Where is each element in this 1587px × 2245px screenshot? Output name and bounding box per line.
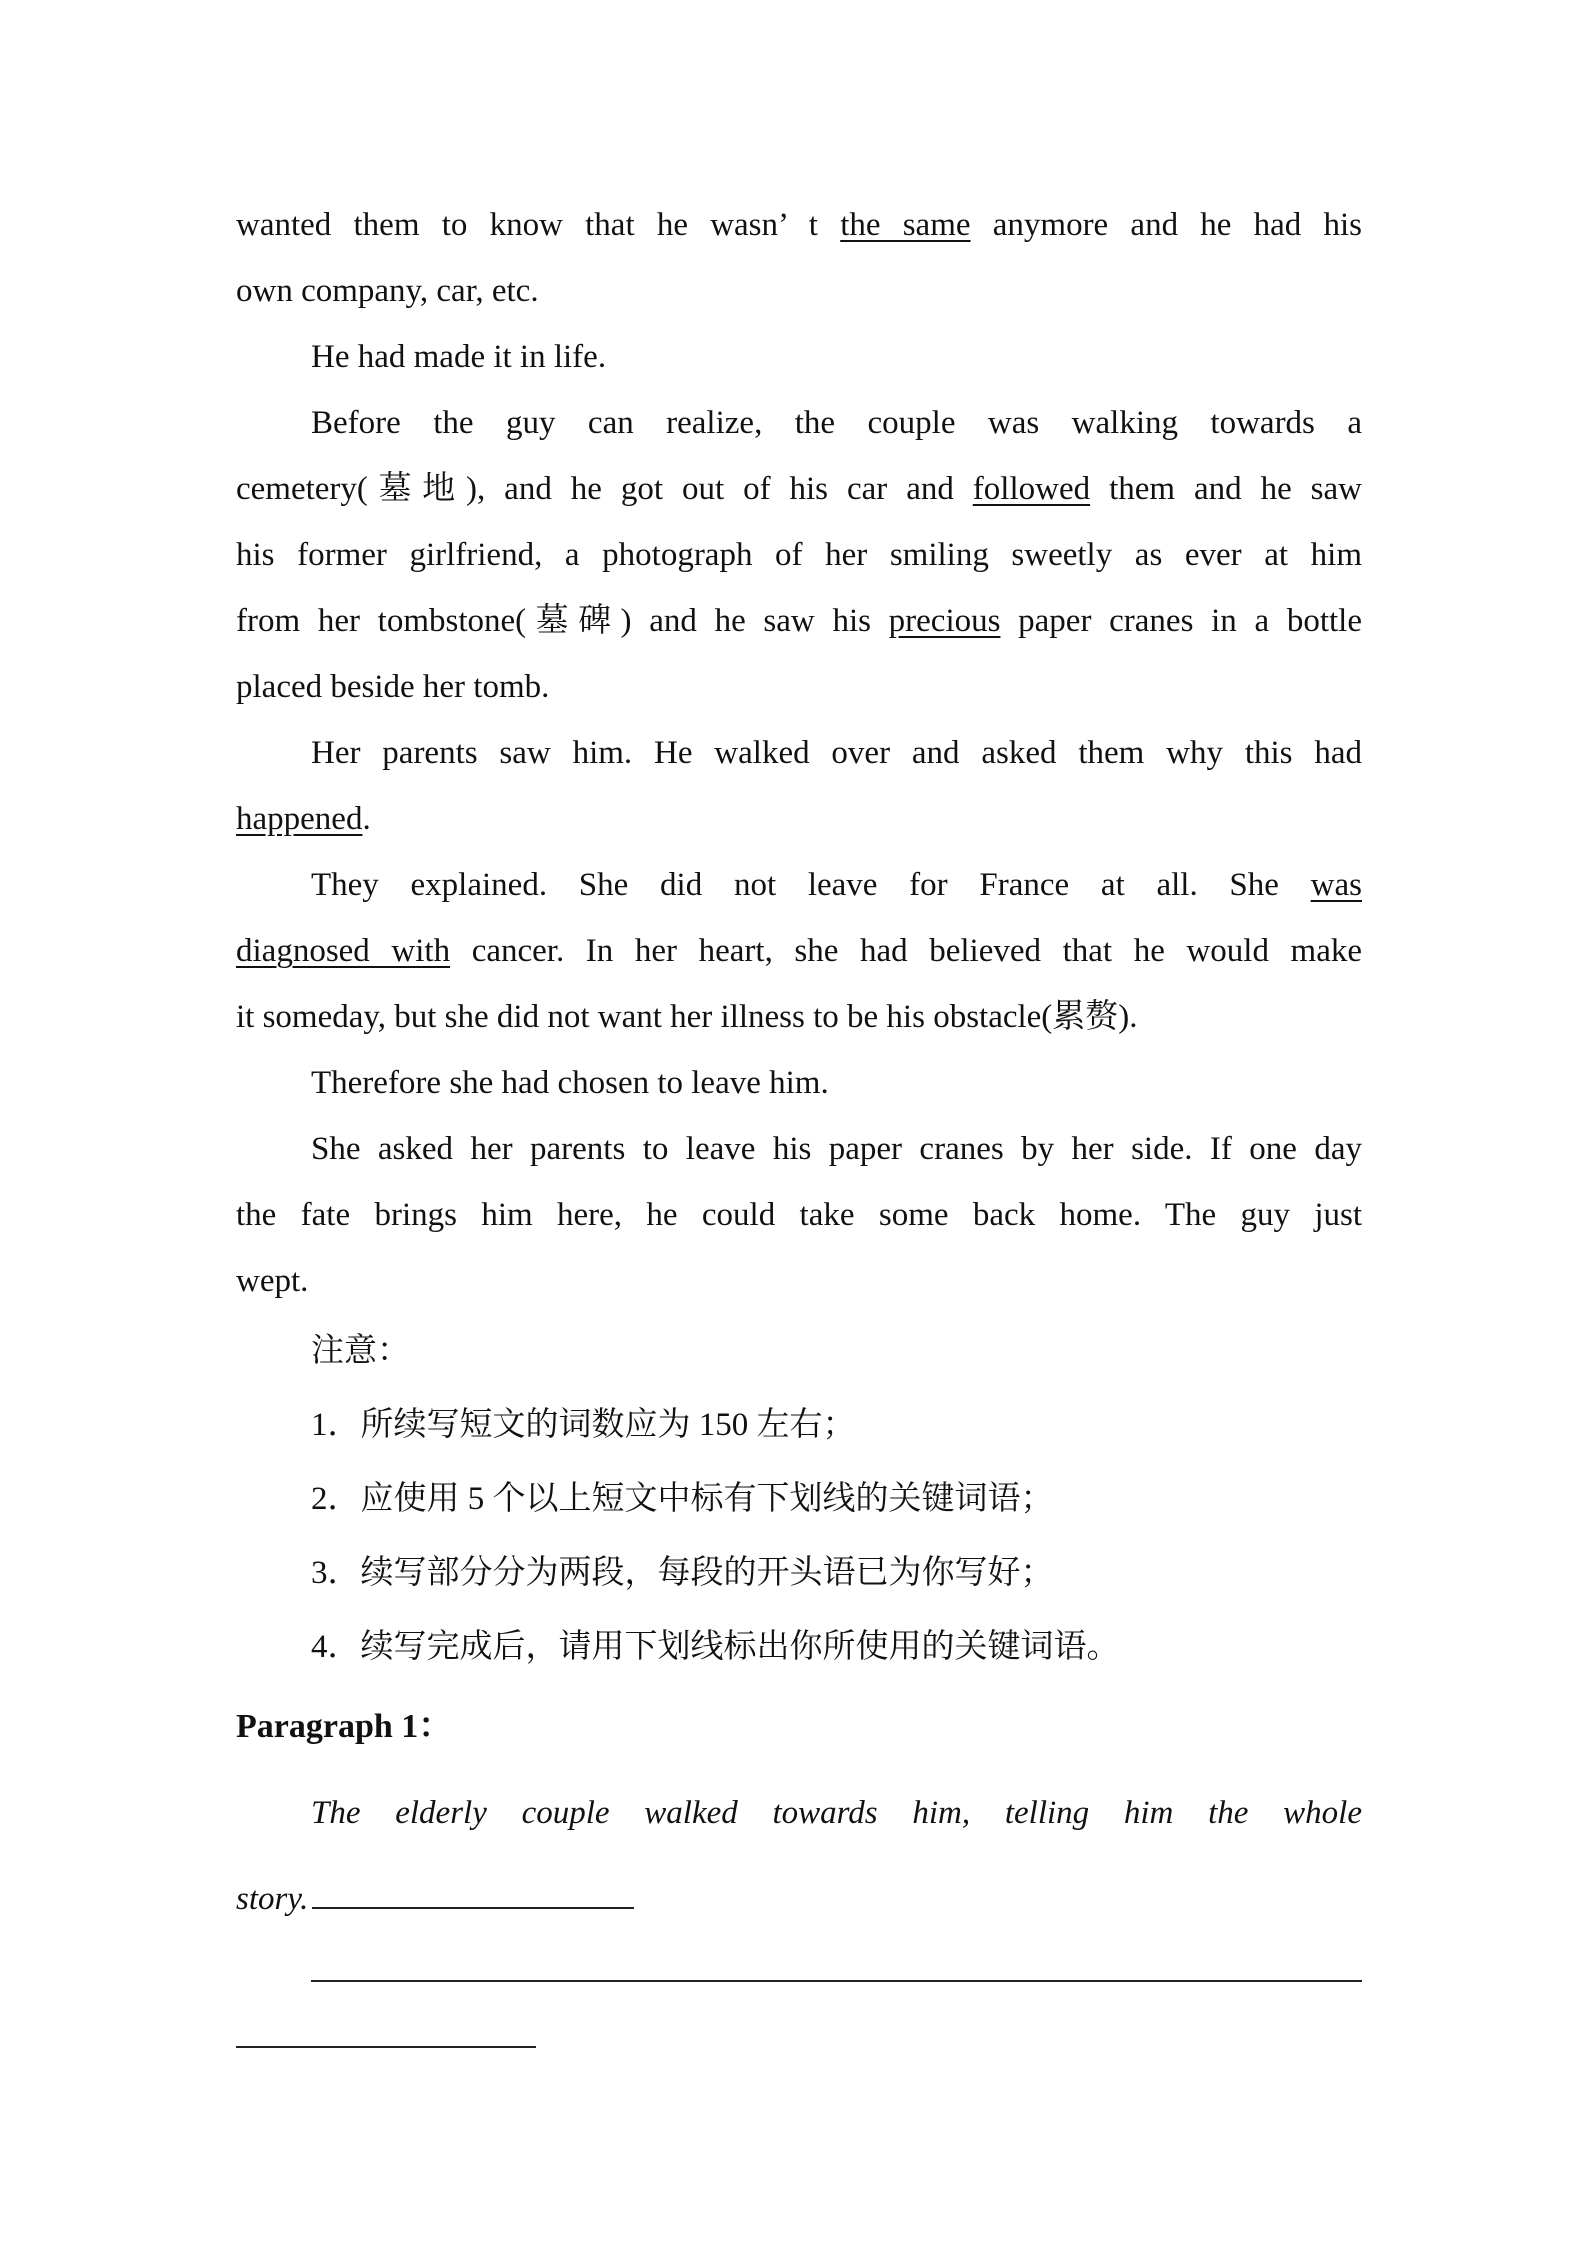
text: cemetery(墓地), and he got out of his car and (236, 471, 954, 507)
story-line: She asked her parents to leave his paper cranes by her side. If one day (311, 1131, 1362, 1167)
page-content (236, 192, 1362, 2072)
story-line: wept. (236, 1263, 309, 1299)
writing-rule[interactable] (236, 2046, 536, 2048)
writing-area[interactable] (236, 1942, 1362, 2072)
story-line (236, 456, 1362, 522)
story-line (236, 192, 1362, 258)
key-phrase-precious: precious (888, 603, 1001, 639)
text: They explained. She did not leave for France at all. She (311, 867, 1279, 903)
story-line: his former girlfriend, a photograph of her smiling sweetly as ever at him (236, 537, 1362, 573)
story-paragraph: He had made it in life. (311, 339, 607, 375)
text: . (362, 801, 371, 837)
opening-sentence: The elderly couple walked towards him, telling him the whole (311, 1795, 1362, 1831)
text: ’ t (778, 207, 818, 243)
note-item: 4．续写完成后，请用下划线标出你所使用的关键词语。 (311, 1629, 1120, 1665)
text: paper cranes in a bottle (1018, 603, 1362, 639)
text: cancer. In her heart, she had believed that he would make (471, 933, 1363, 969)
opening-sentence-end (236, 1856, 1362, 1942)
paragraph-heading: Paragraph 1： (236, 1708, 453, 1745)
text: from her tombstone(墓碑) and he saw his (236, 603, 871, 639)
note-item: 1．所续写短文的词数应为 150 左右； (311, 1407, 856, 1443)
story-line (236, 786, 1362, 852)
note-item: 2．应使用 5 个以上短文中标有下划线的关键词语； (311, 1481, 1054, 1517)
key-phrase-the-same: the same (840, 207, 971, 243)
writing-blank[interactable] (312, 1879, 634, 1909)
key-phrase-diagnosed-with: diagnosed with (236, 933, 451, 969)
note-item: 3．续写部分分为两段，每段的开头语已为你写好； (311, 1555, 1054, 1591)
key-phrase-followed: followed (972, 471, 1091, 507)
text: story. (236, 1881, 309, 1917)
notes-section (236, 1314, 1362, 1684)
story-line (236, 588, 1362, 654)
story-paragraph: Therefore she had chosen to leave him. (311, 1065, 829, 1101)
story-line (236, 852, 1362, 918)
notes-heading: 注意： (311, 1333, 410, 1369)
story-line: the fate brings him here, he could take some back home. The guy just (236, 1197, 1362, 1233)
writing-rule[interactable] (311, 1980, 1362, 1982)
story-line (236, 918, 1362, 984)
key-phrase-happened: happened (236, 801, 363, 837)
story-line: Before the guy can realize, the couple was walking towards a (311, 405, 1362, 441)
story-line: it someday, but she did not want her illness to be his obstacle(累赘). (236, 999, 1138, 1035)
story-line: own company, car, etc. (236, 273, 539, 309)
text: them and he saw (1109, 471, 1362, 507)
story-line: Her parents saw him. He walked over and asked them why this had (311, 735, 1362, 771)
text: anymore and he had his (992, 207, 1363, 243)
key-phrase-was: was (1310, 867, 1362, 903)
story-line: placed beside her tomb. (236, 669, 550, 705)
text: wanted them to know that he wasn (236, 207, 779, 243)
